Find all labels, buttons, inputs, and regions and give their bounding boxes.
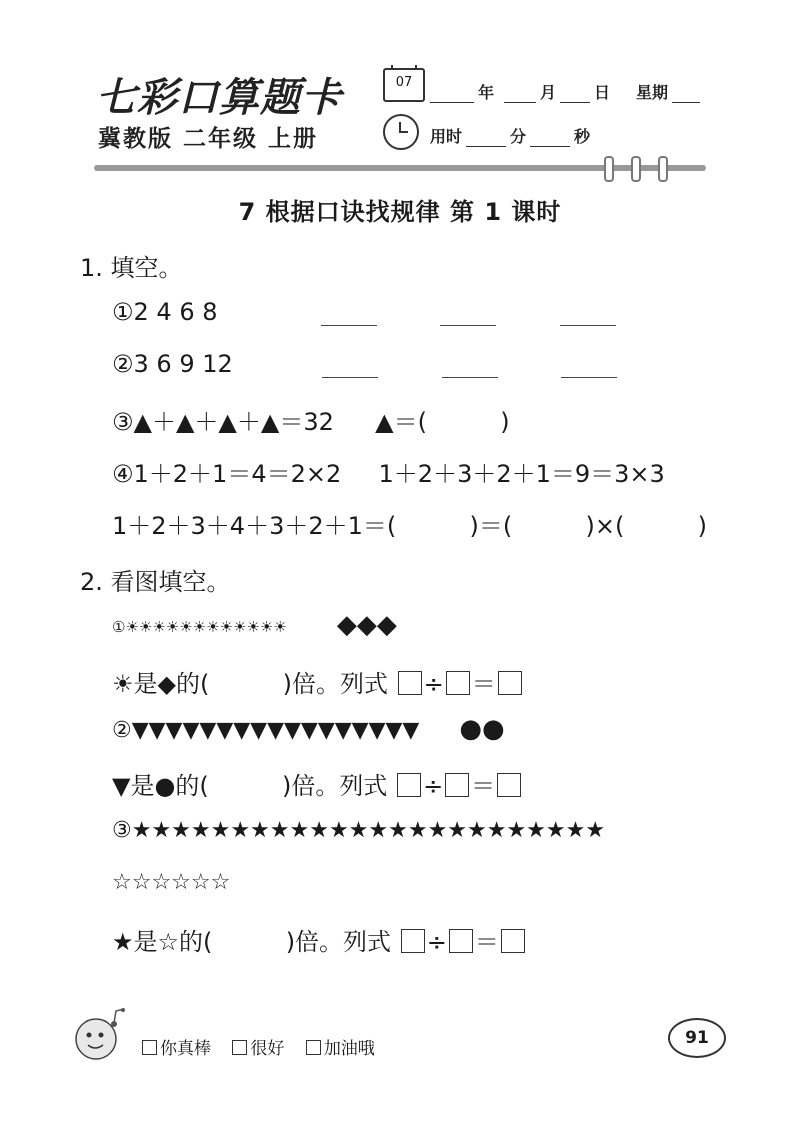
answer-blank[interactable] [560,303,616,326]
equation-text: )×( [585,512,625,540]
sun-icon-row: ①☀☀☀☀☀☀☀☀☀☀☀☀ [112,618,287,636]
date-row [430,80,700,103]
q2-title: 2. 看图填空。 [80,568,231,596]
second-field[interactable] [530,128,570,147]
answer-blank[interactable] [321,303,377,326]
q1-item-5 [112,506,707,541]
second-label: 秒 [574,127,591,146]
edition-subtitle: 冀教版 二年级 上册 [98,126,319,152]
answer-box[interactable] [498,671,522,695]
month-label: 月 [540,83,557,102]
checkbox-icon[interactable] [232,1040,247,1055]
answer-box[interactable] [501,929,525,953]
q2-question-2 [112,766,523,801]
page-number: 91 [668,1018,726,1058]
black-star-icon-row: ③★★★★★★★★★★★★★★★★★★★★★★★★ [112,818,606,843]
time-row [430,124,590,147]
binder-ring-icon [658,156,668,182]
circle-icon-row: ●● [459,714,505,744]
self-rating [142,1034,375,1059]
equation-text: ) [500,408,510,436]
answer-blank[interactable] [322,355,378,378]
q1-title: 1. 填空。 [80,254,183,282]
q1-item-4 [112,454,665,489]
q1-item-3 [112,402,510,437]
q2-question-3 [112,922,527,957]
day-label: 日 [594,83,611,102]
equation-text: ④1＋2＋1＝4＝2×2 [112,460,342,488]
question-text: )倍。列式 [282,670,388,698]
rating-label: 你真棒 [160,1039,211,1059]
equation-text: ▲＝( [375,408,427,436]
equation-text: 1＋2＋3＋4＋3＋2＋1＝( [112,512,397,540]
answer-box[interactable] [397,773,421,797]
white-star-icon-row: ☆☆☆☆☆☆ [112,870,231,895]
answer-blank[interactable] [442,355,498,378]
down-triangle-icon-row: ②▼▼▼▼▼▼▼▼▼▼▼▼▼▼▼▼▼ [112,718,420,743]
q2-picture-3-b [112,870,230,895]
q1-item-1 [112,298,644,326]
question-text: ★是☆的( [112,928,213,956]
calendar-icon [383,68,425,102]
rating-label: 加油哦 [323,1039,375,1059]
divide-sign: ÷ [426,928,447,956]
answer-blank[interactable] [440,303,496,326]
sequence-text: ①2 4 6 8 [112,298,218,326]
minute-field[interactable] [466,128,506,147]
answer-box[interactable] [445,773,469,797]
time-used-label: 用时 [430,127,463,146]
q1-item-2 [112,350,645,378]
question-text: ▼是●的( [112,772,209,800]
answer-box[interactable] [446,671,470,695]
q2-picture-1 [112,610,397,640]
year-field[interactable] [430,84,474,103]
rating-option[interactable] [232,1039,284,1059]
question-text: )倍。列式 [285,928,392,956]
weekday-field[interactable] [672,84,700,103]
divide-sign: ÷ [423,670,444,698]
clock-icon [383,114,419,150]
brand-title: 七彩口算题卡 [96,74,342,121]
question-text: ☀是◆的( [112,670,210,698]
year-label: 年 [478,83,495,102]
equals-sign: ＝ [474,928,499,956]
lesson-title: 7 根据口诀找规律 第 1 课时 [238,198,562,226]
equation-text: 1＋2＋3＋2＋1＝9＝3×3 [378,460,665,488]
minute-label: 分 [510,127,527,146]
answer-box[interactable] [497,773,521,797]
equation-text: )＝( [469,512,513,540]
mascot-icon [70,1005,132,1067]
checkbox-icon[interactable] [142,1040,157,1055]
rating-option[interactable] [142,1039,211,1059]
month-field[interactable] [504,84,536,103]
answer-box[interactable] [401,929,425,953]
equals-sign: ＝ [471,772,496,800]
calendar-day: 07 [395,75,413,90]
checkbox-icon[interactable] [306,1040,321,1055]
q2-question-1 [112,664,524,699]
answer-box[interactable] [398,671,422,695]
day-field[interactable] [560,84,590,103]
equation-text: ③▲＋▲＋▲＋▲＝32 [112,408,334,436]
rating-label: 很好 [250,1039,285,1059]
rating-option[interactable] [306,1039,375,1059]
binder-ring-icon [604,156,614,182]
diamond-icon-row: ◆◆◆ [336,610,397,640]
q2-picture-3 [112,818,605,843]
q2-picture-2 [112,714,505,744]
answer-box[interactable] [449,929,473,953]
question-text: )倍。列式 [282,772,388,800]
equation-text: ) [697,512,708,540]
divide-sign: ÷ [423,772,444,800]
sequence-text: ②3 6 9 12 [112,350,233,378]
binder-ring-icon [631,156,641,182]
equals-sign: ＝ [471,670,496,698]
answer-blank[interactable] [561,355,617,378]
header-divider [94,165,706,171]
weekday-label: 星期 [636,83,669,102]
